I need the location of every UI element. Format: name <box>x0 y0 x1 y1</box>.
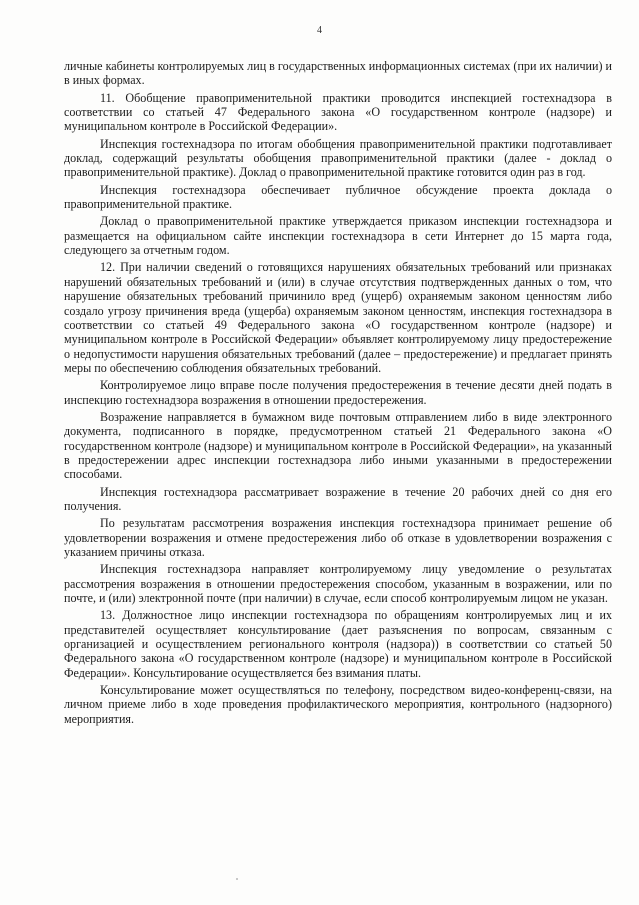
paragraph-objection-term: Инспекция гостехнадзора рассматривает возражение в течение 20 рабочих дней со дня его получения. <box>64 484 612 513</box>
paragraph-public-discussion: Инспекция гостехнадзора обеспечивает публичное обсуждение проекта доклада о правоприменительной практике. <box>64 182 612 212</box>
document-body <box>64 59 612 729</box>
paragraph-objection-right: Контролируемое лицо вправе после получения предостережения в течение десяти дней подать в инспекцию гостехнадзора возражения в отношении предостережения. <box>64 378 612 407</box>
paragraph-objection-notice: Инспекция гостехнадзора направляет контролируемому лицу уведомление о результатах рассмотрения возражения в отношении предостережения способом, указанным в возражении, или по почте, и (или) электронной почте (при наличии) в случае, если способ контролируемым лицом не указан. <box>64 562 612 606</box>
paragraph-objection-decision: По результатам рассмотрения возражения инспекция гостехнадзора принимает решение об удовлетворении возражения и отмене предостережения либо об отказе в удовлетворении возражения с указанием причины отказа. <box>64 516 612 559</box>
paragraph-11: 11. Обобщение правоприменительной практики проводится инспекцией гостехнадзора в соответствии со статьей 47 Федерального закона «О государственном контроле (надзоре) и муниципальном контроле в Российской Федерации». <box>64 90 612 134</box>
paragraph-12: 12. При наличии сведений о готовящихся нарушениях обязательных требований или признаках нарушений обязательных требований и (или) в случае отсутствия подтвержденных данных о том, что нарушение обязательных требований причинило вред (ущерб) охраняемым законом ценностям либо создало угрозу причинения вреда (ущерба) охраняемым законом ценностям, инспекция гостехнадзора в соответствии со статьей 49 Федерального закона «О государственном контроле (надзоре) и муниципальном контроле в Российской Федерации» объявляет контролируемому лицу предостережение о недопустимости нарушения обязательных требований (далее – предостережение) и предлагает принять меры по обеспечению соблюдения обязательных требований. <box>64 260 612 375</box>
paragraph-13: 13. Должностное лицо инспекции гостехнадзора по обращениям контролируемых лиц и их представителей осуществляет консультирование (дает разъяснения по вопросам, связанным с организацией и осуществлением регионального контроля (надзора)) в соответствии со статьей 50 Федерального закона «О государственном контроле (надзоре) и муниципальном контроле в Российской Федерации». Консультирование осуществляется без взимания платы. <box>64 608 612 680</box>
page-number: 4 <box>317 25 322 36</box>
paragraph-objection-form: Возражение направляется в бумажном виде почтовым отправлением либо в виде электронного документа, подписанного в порядке, предусмотренном статьей 21 Федерального закона «О государственном контроле (надзоре) и муниципальном контроле в Российской Федерации», на указанный в предостережении адрес инспекции гостехнадзора либо иными указанными в предостережении способами. <box>64 409 612 482</box>
scan-speck <box>236 878 238 880</box>
paragraph-consulting-methods: Консультирование может осуществляться по телефону, посредством видео-конференц-связи, на личном приеме либо в ходе проведения профилактического мероприятия, контрольного (надзорного) мероприятия. <box>64 683 612 726</box>
paragraph-report-preparation: Инспекция гостехнадзора по итогам обобщения правоприменительной практики подготавливает доклад, содержащий результаты обобщения правоприменительной практики (далее - доклад о правоприменительной практике). Доклад о правоприменительной практике готовится один раз в год. <box>64 136 612 180</box>
paragraph-continuation: личные кабинеты контролируемых лиц в государственных информационных системах (при их наличии) и в иных формах. <box>64 59 613 88</box>
paragraph-report-approval: Доклад о правоприменительной практике утверждается приказом инспекции гостехнадзора и размещается на официальном сайте инспекции гостехнадзора в сети Интернет до 15 марта года, следующего за отчетным годом. <box>64 214 612 258</box>
